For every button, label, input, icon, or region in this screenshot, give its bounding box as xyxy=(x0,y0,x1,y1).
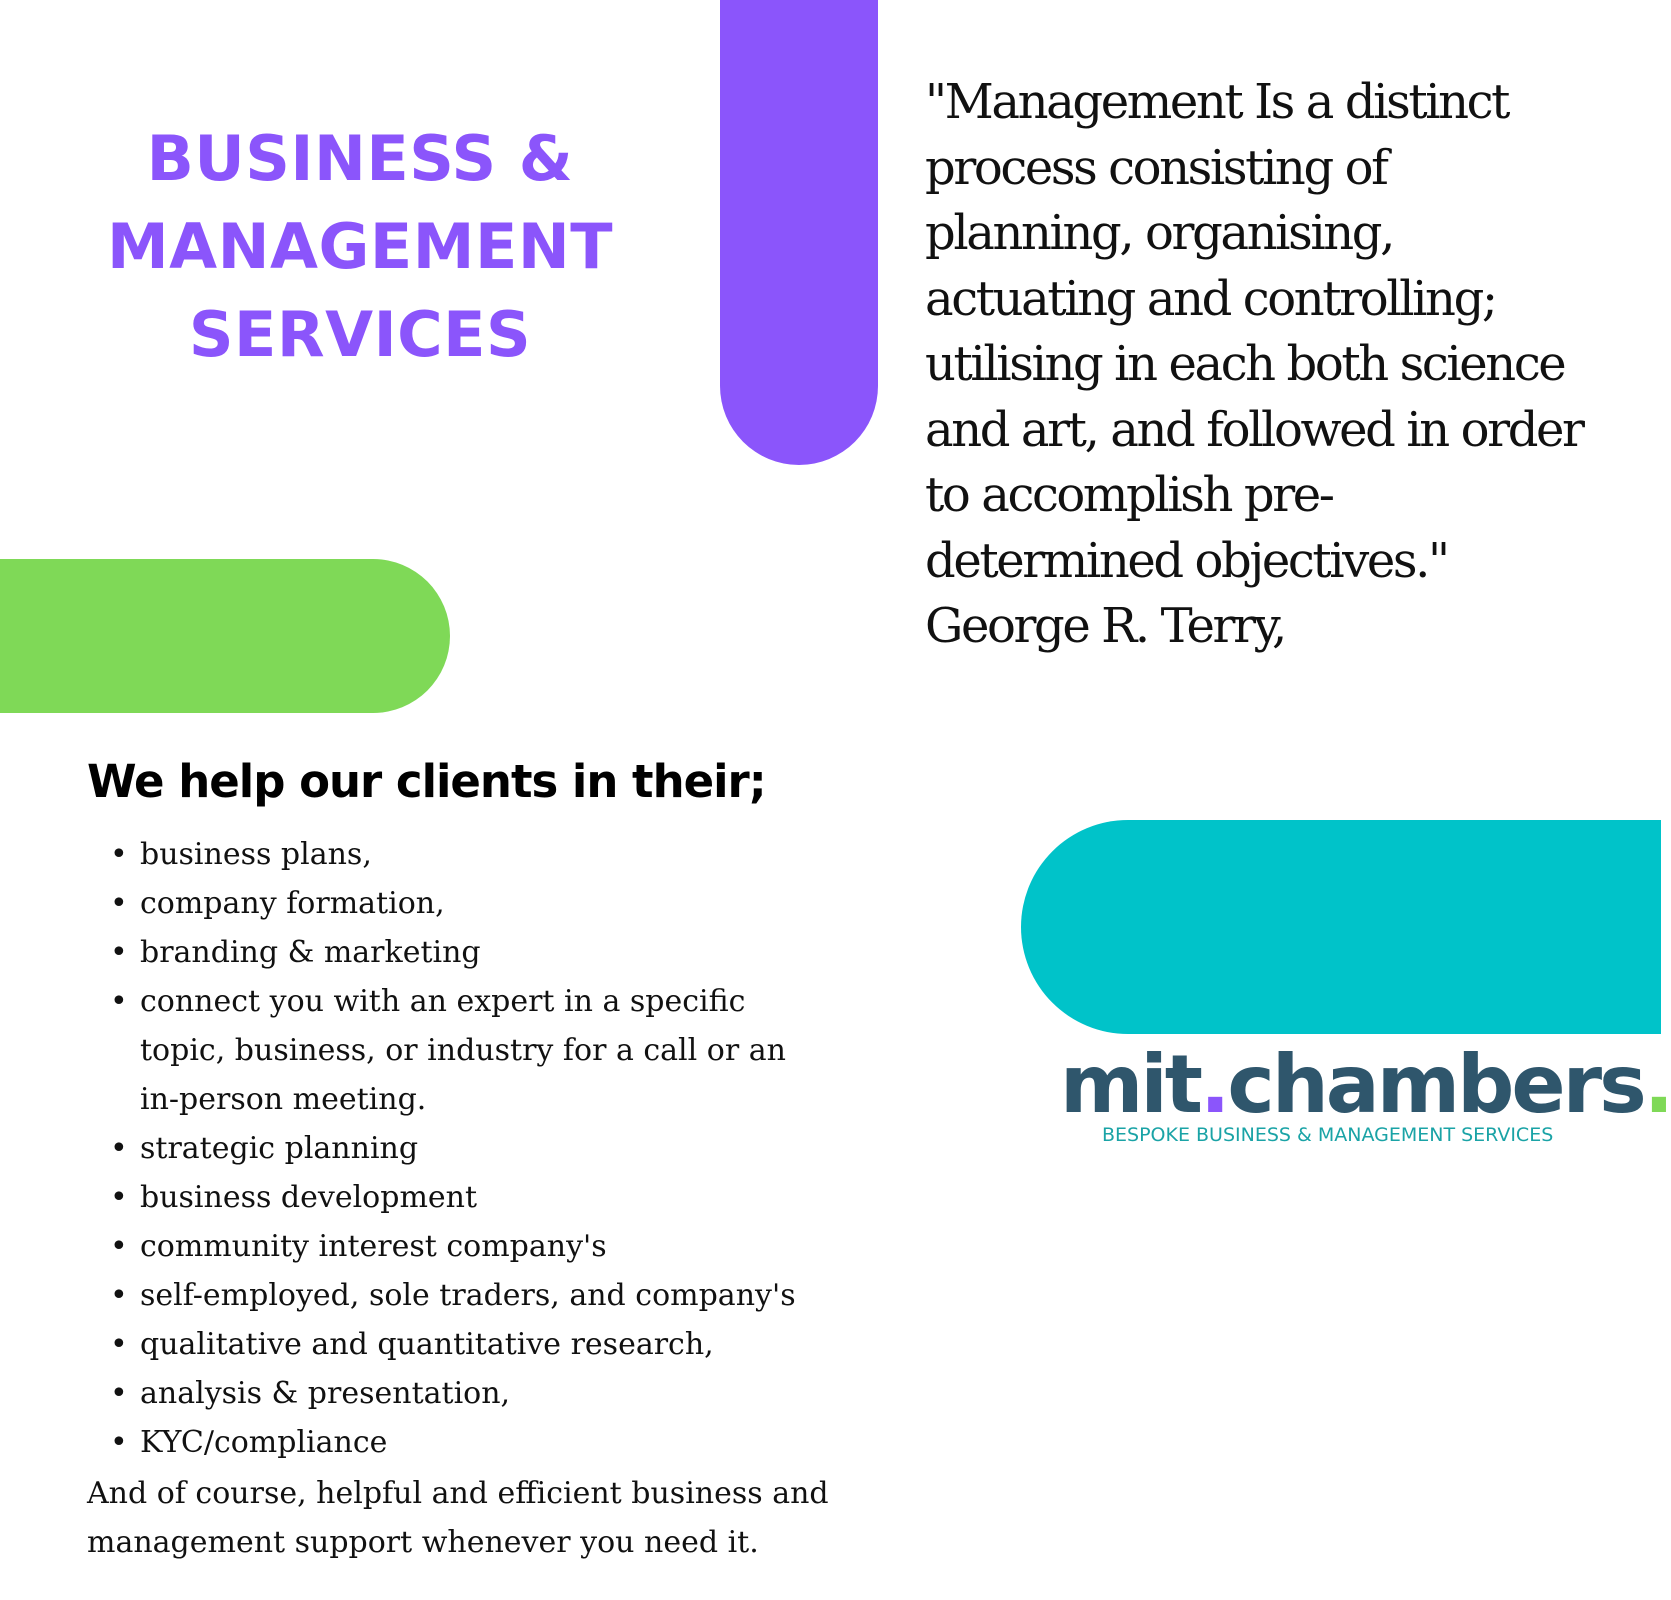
management-quote xyxy=(925,70,1585,660)
service-item-line: branding & marketing xyxy=(140,935,481,970)
service-item-line: topic, business, or industry for a call or an xyxy=(140,1033,786,1068)
title-line: BUSINESS & xyxy=(146,122,574,195)
logo xyxy=(1060,1038,1671,1148)
title-line: MANAGEMENT xyxy=(106,210,614,283)
service-item-line: qualitative and quantitative research, xyxy=(140,1327,714,1362)
service-item-line: in-person meeting. xyxy=(140,1082,427,1117)
logo-end-dot: . xyxy=(1643,1038,1671,1131)
service-list-item xyxy=(110,830,880,879)
bullet-icon: • xyxy=(110,837,128,872)
bullet-icon: • xyxy=(110,1376,128,1411)
service-item-line: connect you with an expert in a specific xyxy=(140,984,746,1019)
service-list-item xyxy=(110,977,880,1124)
bullet-icon: • xyxy=(110,1327,128,1362)
service-item-line: community interest company's xyxy=(140,1229,607,1264)
services-list xyxy=(110,830,880,1467)
logo-dot: . xyxy=(1200,1038,1228,1131)
service-item-line: analysis & presentation, xyxy=(140,1376,511,1411)
closing-line: management support whenever you need it. xyxy=(87,1525,759,1560)
service-item-line: self-employed, sole traders, and company's xyxy=(140,1278,796,1313)
quote-author: George R. Terry, xyxy=(925,598,1285,654)
service-list-item xyxy=(110,928,880,977)
services-heading: We help our clients in their; xyxy=(87,755,766,808)
quote-line: and art, and followed in order xyxy=(925,401,1583,458)
green-decorative-shape xyxy=(0,559,450,713)
service-list-item xyxy=(110,1320,880,1369)
quote-line: determined objectives." xyxy=(925,532,1448,589)
logo-text-mit: mit xyxy=(1060,1038,1201,1131)
title-line: SERVICES xyxy=(188,298,532,371)
quote-line: planning, organising, xyxy=(925,205,1393,261)
bullet-icon: • xyxy=(110,984,128,1019)
closing-text xyxy=(87,1469,907,1567)
service-list-item xyxy=(110,1173,880,1222)
quote-line: utilising in each both science xyxy=(925,336,1565,392)
teal-decorative-shape xyxy=(1021,820,1661,1034)
bullet-icon: • xyxy=(110,1278,128,1313)
service-list-item xyxy=(110,879,880,928)
bullet-icon: • xyxy=(110,1131,128,1166)
logo-text-chambers: chambers xyxy=(1227,1038,1644,1131)
service-item-line: business plans, xyxy=(140,837,372,872)
closing-line: And of course, helpful and efficient business and xyxy=(87,1476,829,1511)
logo-wordmark xyxy=(1060,1038,1671,1131)
page-title xyxy=(60,115,660,379)
service-item-line: KYC/compliance xyxy=(140,1425,388,1460)
bullet-icon: • xyxy=(110,1229,128,1264)
service-list-item xyxy=(110,1418,880,1467)
quote-line: process consisting of xyxy=(925,139,1387,196)
purple-decorative-shape xyxy=(720,0,878,465)
bullet-icon: • xyxy=(110,1425,128,1460)
service-list-item xyxy=(110,1369,880,1418)
service-list-item xyxy=(110,1124,880,1173)
quote-line: actuating and controlling; xyxy=(925,270,1496,327)
quote-line: "Management Is a distinct xyxy=(925,74,1509,130)
bullet-icon: • xyxy=(110,1180,128,1215)
bullet-icon: • xyxy=(110,886,128,921)
service-list-item xyxy=(110,1222,880,1271)
service-item-line: business development xyxy=(140,1180,478,1215)
logo-tagline: BESPOKE BUSINESS & MANAGEMENT SERVICES xyxy=(1102,1124,1554,1146)
service-list-item xyxy=(110,1271,880,1320)
bullet-icon: • xyxy=(110,935,128,970)
service-item-line: company formation, xyxy=(140,886,445,921)
quote-line: to accomplish pre- xyxy=(925,467,1333,523)
service-item-line: strategic planning xyxy=(140,1131,419,1166)
